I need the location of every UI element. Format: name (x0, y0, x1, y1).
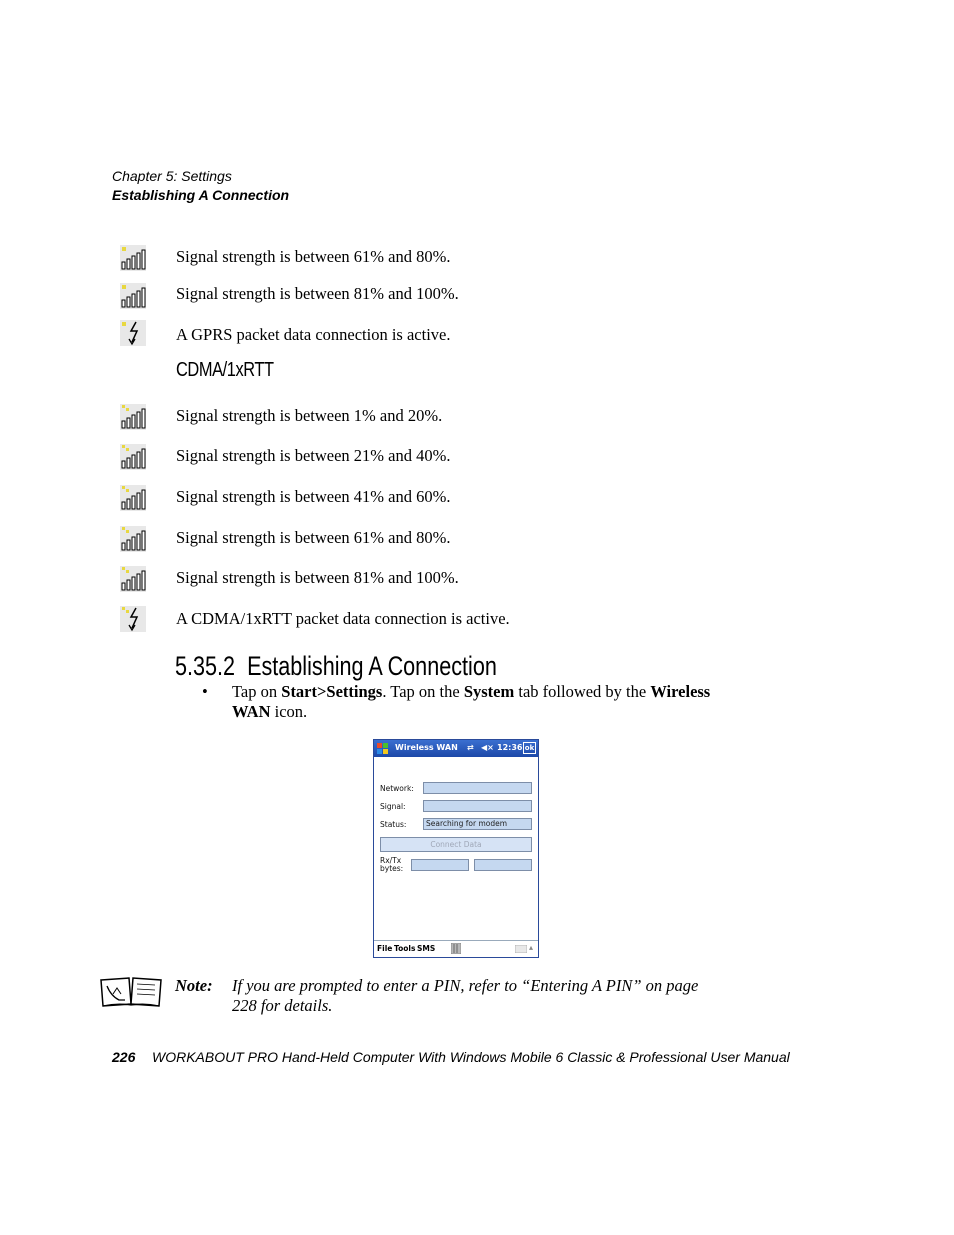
bullet-text: Tap on (232, 682, 282, 701)
device-title: Wireless WAN (395, 743, 458, 752)
device-title-bar (374, 740, 538, 757)
device-clock[interactable]: 12:36 (497, 743, 523, 752)
keyboard-icon[interactable] (451, 943, 461, 954)
note-line-1: If you are prompted to enter a PIN, refer to “Entering A PIN” on page (232, 976, 699, 995)
section-title (175, 651, 497, 682)
signal-bars-icon (120, 404, 146, 430)
connect-data-button[interactable]: Connect Data (380, 837, 532, 852)
bullet-bold-system: System (463, 682, 515, 701)
tx-bytes-field[interactable] (474, 859, 532, 871)
signal-bars-icon (120, 283, 146, 309)
network-label: Network: (380, 784, 414, 793)
ok-button[interactable]: ok (524, 744, 535, 752)
list-item: Signal strength is between 21% and 40%. (176, 446, 451, 465)
list-item: Signal strength is between 81% and 100%. (176, 284, 459, 303)
signal-bars-icon (120, 526, 146, 552)
input-panel-arrow-icon[interactable]: ▴ (529, 943, 534, 952)
packet-data-icon (120, 606, 146, 632)
note-line-2: 228 for details. (232, 996, 333, 1015)
book-note-icon (99, 974, 163, 1008)
status-label: Status: (380, 820, 407, 829)
section-header: Establishing A Connection (112, 187, 290, 203)
footer-title: WORKABOUT PRO Hand-Held Computer With Windows Mobile 6 Classic & Professional User Manual (152, 1049, 790, 1065)
menu-file[interactable]: File (377, 944, 393, 953)
list-item: Signal strength is between 41% and 60%. (176, 487, 451, 506)
signal-bars-icon (120, 444, 146, 470)
list-item: Signal strength is between 61% and 80%. (176, 247, 451, 266)
signal-bars-icon (120, 485, 146, 511)
bullet-text: icon. (270, 702, 308, 721)
cdma-heading: CDMA/1xRTT (176, 359, 274, 381)
signal-bars-icon (120, 566, 146, 592)
section-title-text: Establishing A Connection (247, 651, 497, 681)
list-item: Signal strength is between 81% and 100%. (176, 568, 459, 587)
network-field[interactable] (423, 782, 532, 794)
chapter-header: Chapter 5: Settings (112, 168, 232, 184)
rxtx-label-line1: Rx/Tx (380, 856, 402, 865)
signal-field[interactable] (423, 800, 532, 812)
menu-sms[interactable]: SMS (417, 944, 436, 953)
bullet-text: tab followed by the (514, 682, 651, 701)
input-panel-icon[interactable] (515, 945, 527, 953)
rxtx-label-line2: bytes: (380, 864, 404, 873)
status-field[interactable]: Searching for modem (423, 818, 532, 830)
signal-bars-icon (120, 245, 146, 271)
bullet-text: . Tap on the (382, 682, 464, 701)
bullet-bold-wireless: Wireless (650, 682, 711, 701)
bullet-instruction (232, 682, 732, 722)
packet-data-icon (120, 320, 146, 346)
bullet-bold-start-settings: Start>Settings (281, 682, 383, 701)
rx-bytes-field[interactable] (411, 859, 469, 871)
signal-label: Signal: (380, 802, 406, 811)
bullet-marker: • (202, 682, 208, 701)
connectivity-icon[interactable]: ⇄ (467, 743, 474, 752)
volume-icon[interactable]: ◀× (481, 743, 494, 752)
bullet-bold-wan: WAN (232, 702, 271, 721)
device-screenshot (373, 739, 539, 958)
list-item: A CDMA/1xRTT packet data connection is active. (176, 609, 510, 628)
section-number: 5.35.2 (175, 651, 236, 681)
note-label: Note: (175, 976, 213, 995)
list-item: Signal strength is between 61% and 80%. (176, 528, 451, 547)
windows-start-icon[interactable] (377, 743, 388, 754)
page-number: 226 (112, 1049, 136, 1065)
list-item: Signal strength is between 1% and 20%. (176, 406, 443, 425)
list-item: A GPRS packet data connection is active. (176, 325, 451, 344)
menu-tools[interactable]: Tools (394, 944, 416, 953)
rxtx-label (380, 857, 403, 873)
device-menu-bar (374, 940, 538, 957)
